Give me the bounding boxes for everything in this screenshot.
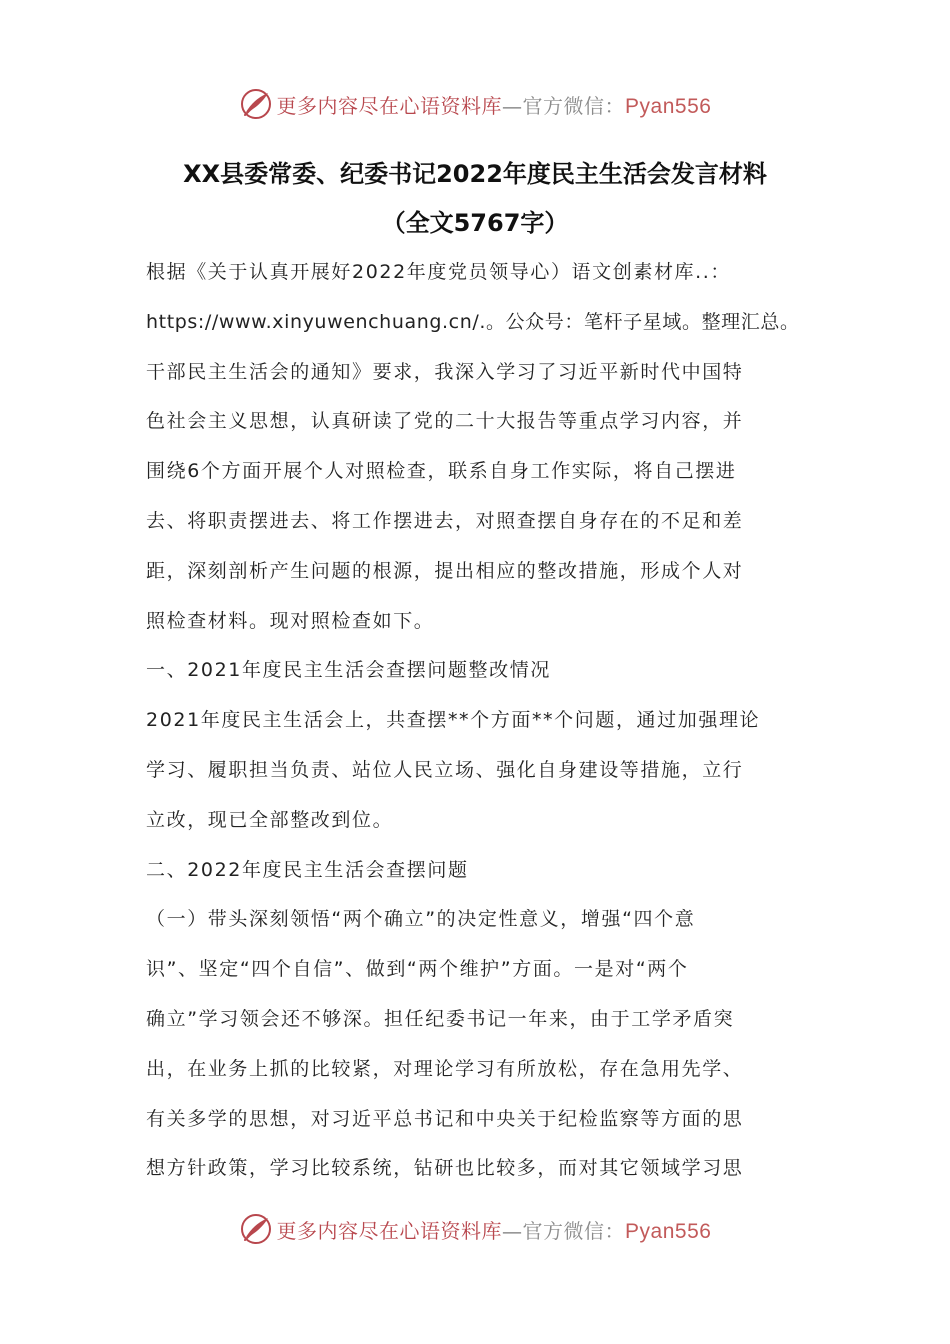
banner-separator: — xyxy=(502,1218,523,1243)
body-line: https://www.xinyuwenchuang.cn/.。公众号：笔杆子星域。整理汇总。 xyxy=(146,310,800,333)
header-watermark-banner xyxy=(0,84,950,124)
footer-watermark-banner xyxy=(0,1209,950,1249)
body-line: 干部民主生活会的通知》要求，我深入学习了习近平新时代中国特 xyxy=(146,360,744,383)
banner-text xyxy=(277,1215,712,1244)
banner-text xyxy=(277,90,712,119)
body-line: 照检查材料。现对照检查如下。 xyxy=(146,609,435,632)
body-line: 距，深刻剖析产生问题的根源，提出相应的整改措施，形成个人对 xyxy=(146,559,744,582)
banner-contact-label: 官方微信： xyxy=(522,93,626,118)
document-body xyxy=(146,248,812,1194)
quill-logo-icon xyxy=(239,1212,273,1246)
body-line: 色社会主义思想，认真研读了党的二十大报告等重点学习内容，并 xyxy=(146,410,744,433)
banner-main-text: 更多内容尽在心语资料库 xyxy=(276,93,503,118)
section-heading: 二、2022年度民主生活会查摆问题 xyxy=(146,858,469,881)
section-heading: 一、2021年度民主生活会查摆问题整改情况 xyxy=(146,659,551,682)
document-title: XX县委常委、纪委书记2022年度民主生活会发言材料 xyxy=(183,160,767,188)
banner-wechat-id: Pyan556 xyxy=(625,94,712,118)
quill-logo-icon xyxy=(239,87,273,121)
document-subtitle: （全文5767字） xyxy=(381,209,569,237)
banner-separator: — xyxy=(502,93,523,118)
body-line: 根据《关于认真开展好2022年度党员领导心）语文创素材库..： xyxy=(146,261,732,283)
body-line: 有关多学的思想，对习近平总书记和中央关于纪检监察等方面的思 xyxy=(146,1107,744,1130)
banner-contact-label: 官方微信： xyxy=(522,1218,626,1243)
body-line: 围绕6个方面开展个人对照检查，联系自身工作实际，将自己摆进 xyxy=(146,460,737,483)
body-line: 想方针政策，学习比较系统，钻研也比较多，而对其它领域学习思 xyxy=(146,1157,744,1180)
banner-wechat-id: Pyan556 xyxy=(625,1219,712,1243)
body-line: （一）带头深刻领悟“两个确立”的决定性意义，增强“四个意 xyxy=(146,908,696,931)
body-line: 识”、坚定“四个自信”、做到“两个维护”方面。一是对“两个 xyxy=(146,958,689,981)
body-line: 确立”学习领会还不够深。担任纪委书记一年来，由于工学矛盾突 xyxy=(146,1007,735,1030)
body-line: 立改，现已全部整改到位。 xyxy=(146,808,394,831)
body-line: 2021年度民主生活会上，共查摆**个方面**个问题，通过加强理论 xyxy=(146,709,761,732)
body-line: 学习、履职担当负责、站位人民立场、强化自身建设等措施，立行 xyxy=(146,758,744,781)
body-line: 去、将职责摆进去、将工作摆进去，对照查摆自身存在的不足和差 xyxy=(146,509,744,532)
body-line: 出，在业务上抓的比较紧，对理论学习有所放松，存在急用先学、 xyxy=(146,1057,744,1080)
banner-main-text: 更多内容尽在心语资料库 xyxy=(276,1218,503,1243)
